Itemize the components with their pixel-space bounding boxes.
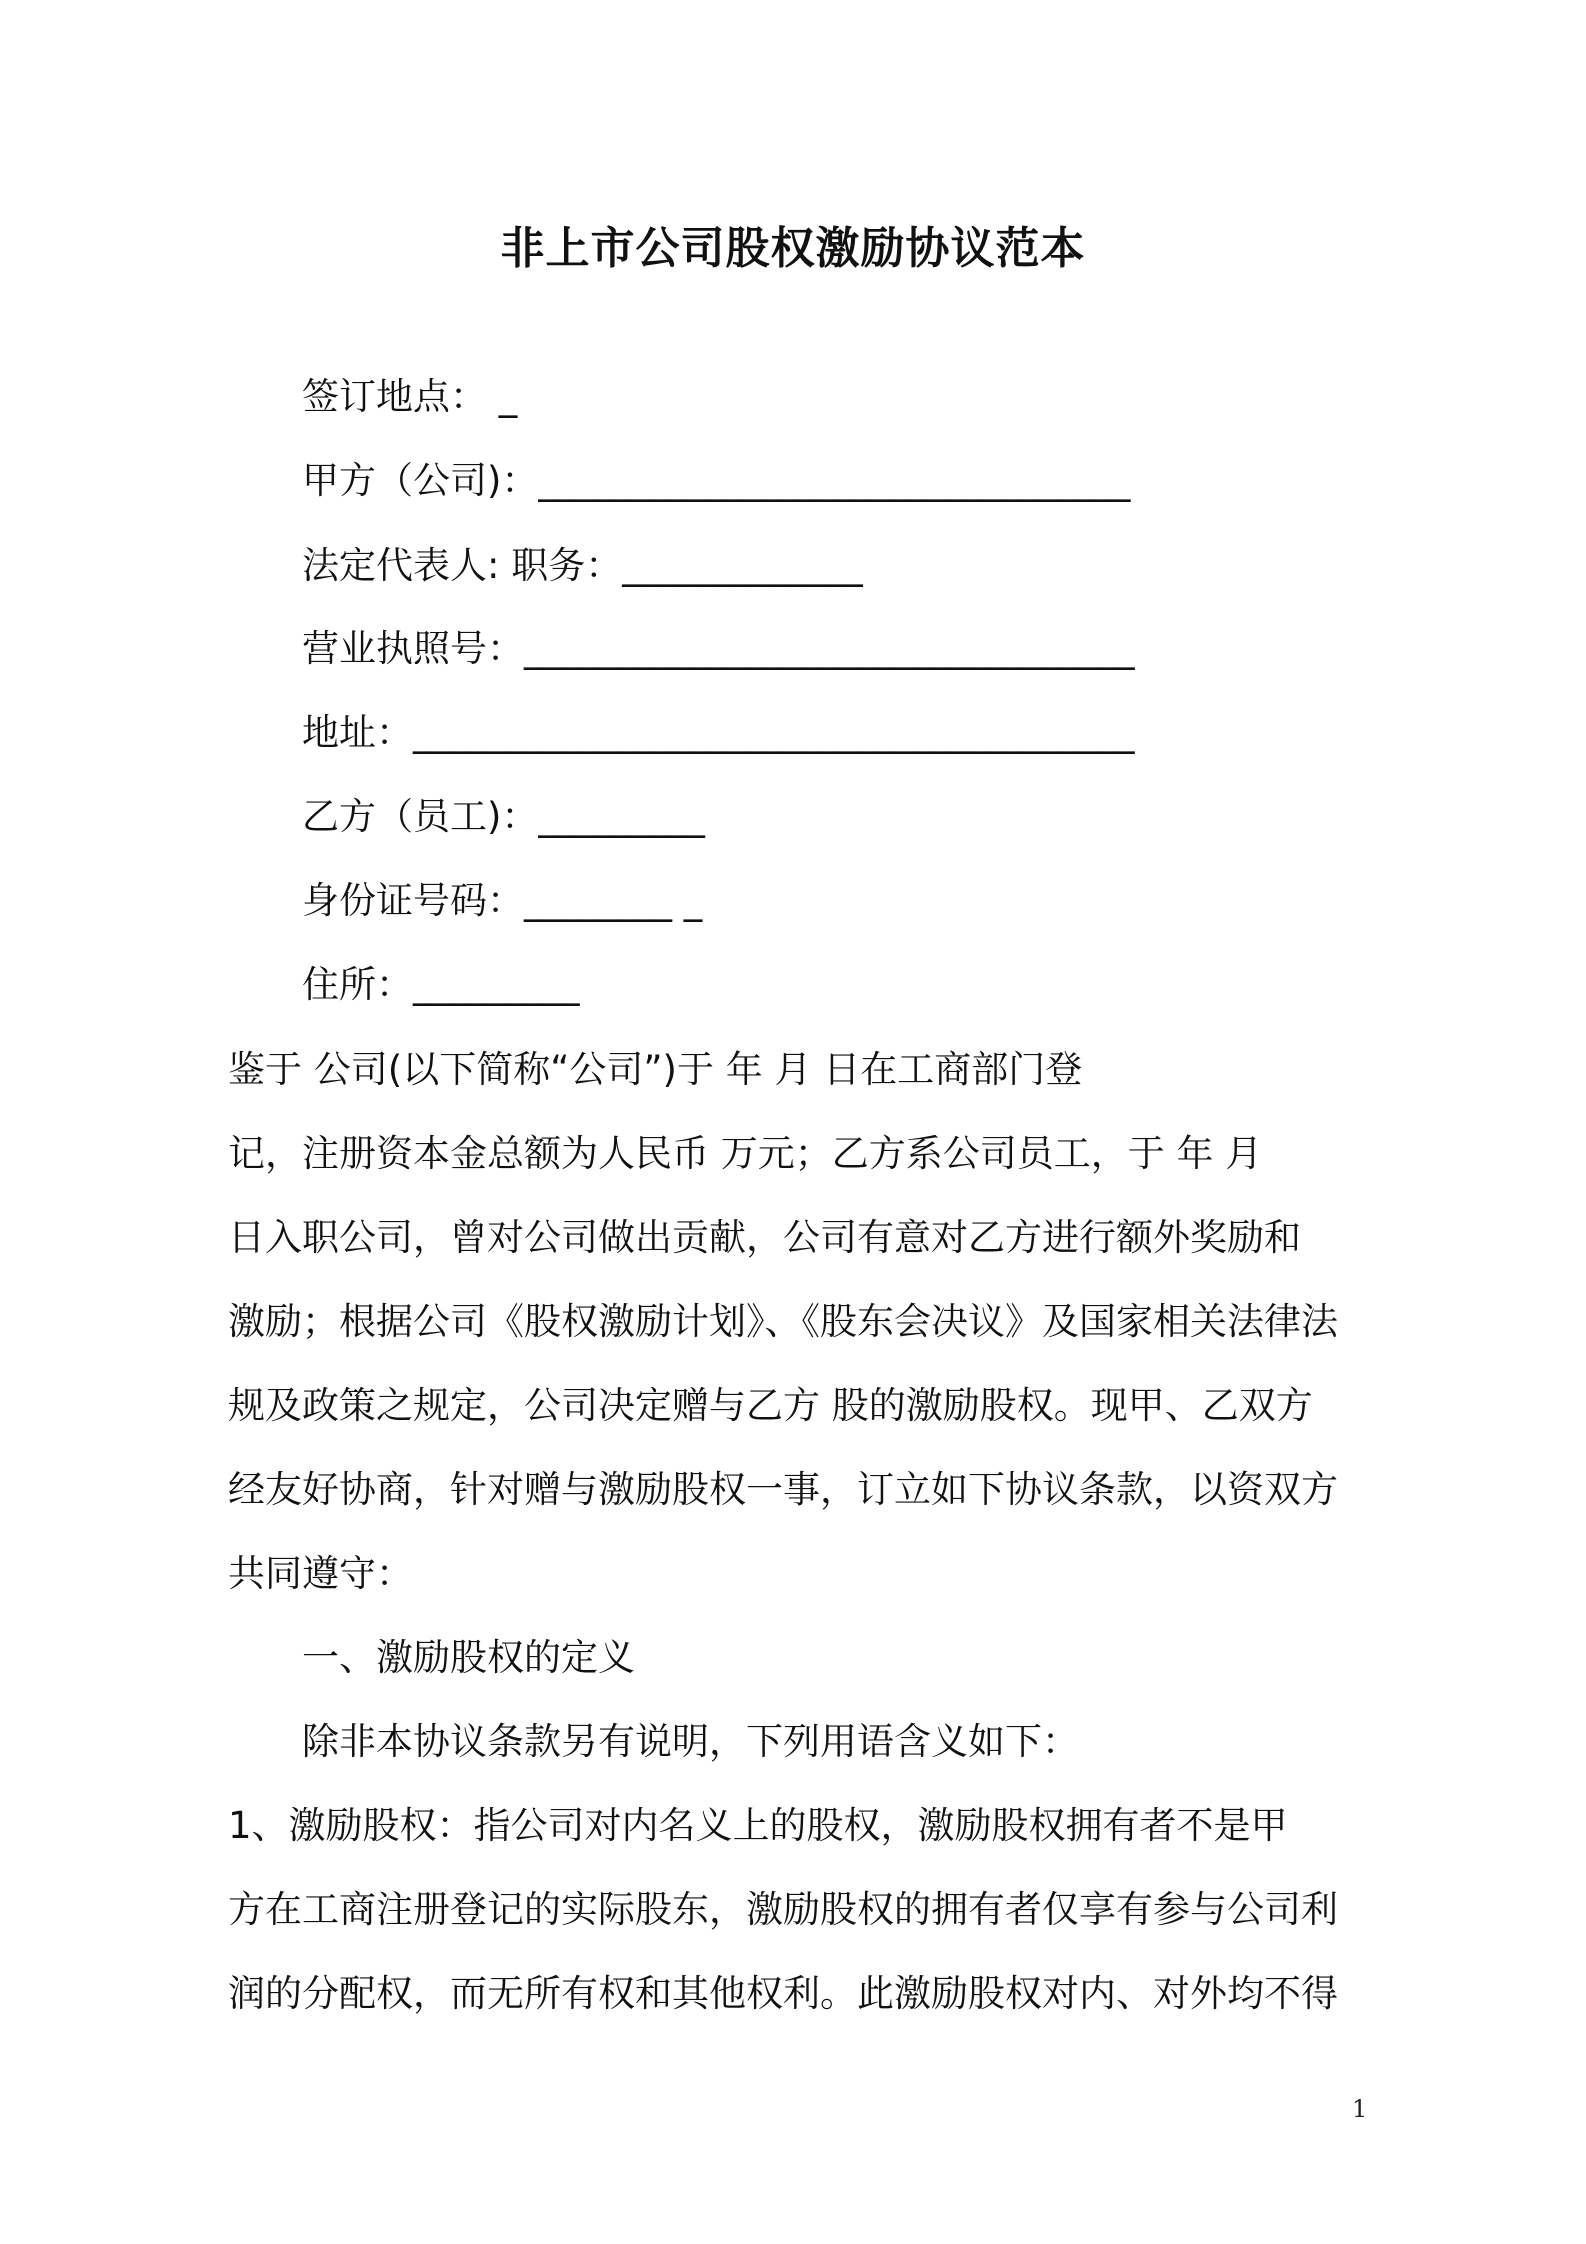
business-license-field: 营业执照号：_________________________________ xyxy=(302,627,1135,670)
intro-line: 经友好协商，针对赠与激励股权一事，订立如下协议条款，以资双方 xyxy=(228,1468,1338,1511)
intro-line: 鉴于 公司(以下简称“公司”)于 年 月 日在工商部门登 xyxy=(228,1048,1083,1091)
section-heading: 一、激励股权的定义 xyxy=(302,1636,635,1679)
definition-line: 润的分配权，而无所有权和其他权利。此激励股权对内、对外均不得 xyxy=(228,1972,1338,2015)
intro-line: 记，注册资本金总额为人民币 万元；乙方系公司员工，于 年 月 xyxy=(228,1132,1263,1175)
definition-line: 方在工商注册登记的实际股东，激励股权的拥有者仅享有参与公司利 xyxy=(228,1888,1338,1931)
definition-line: 1、激励股权：指公司对内名义上的股权，激励股权拥有者不是甲 xyxy=(228,1804,1288,1847)
party-a-field: 甲方（公司)：________________________________ xyxy=(302,459,1131,502)
intro-line: 激励；根据公司《股权激励计划》、《股东会决议》及国家相关法律法 xyxy=(228,1300,1338,1343)
party-b-field: 乙方（员工)：_________ xyxy=(302,795,705,838)
document-title: 非上市公司股权激励协议范本 xyxy=(500,223,1086,274)
id-number-field: 身份证号码：________ _ xyxy=(302,879,703,922)
intro-line: 日入职公司，曾对公司做出贡献，公司有意对乙方进行额外奖励和 xyxy=(228,1216,1301,1259)
address-field: 地址：_______________________________________ xyxy=(302,711,1135,754)
legal-representative-field: 法定代表人: 职务：_____________ xyxy=(302,544,863,587)
residence-field: 住所：_________ xyxy=(302,963,580,1006)
intro-line: 共同遵守： xyxy=(228,1552,413,1595)
signing-place-field: 签订地点： _ xyxy=(302,375,518,418)
intro-line: 规及政策之规定，公司决定赠与乙方 股的激励股权。现甲、乙双方 xyxy=(228,1384,1313,1427)
section-intro: 除非本协议条款另有说明，下列用语含义如下： xyxy=(302,1720,1079,1763)
page-number: 1 xyxy=(1352,2095,1368,2123)
